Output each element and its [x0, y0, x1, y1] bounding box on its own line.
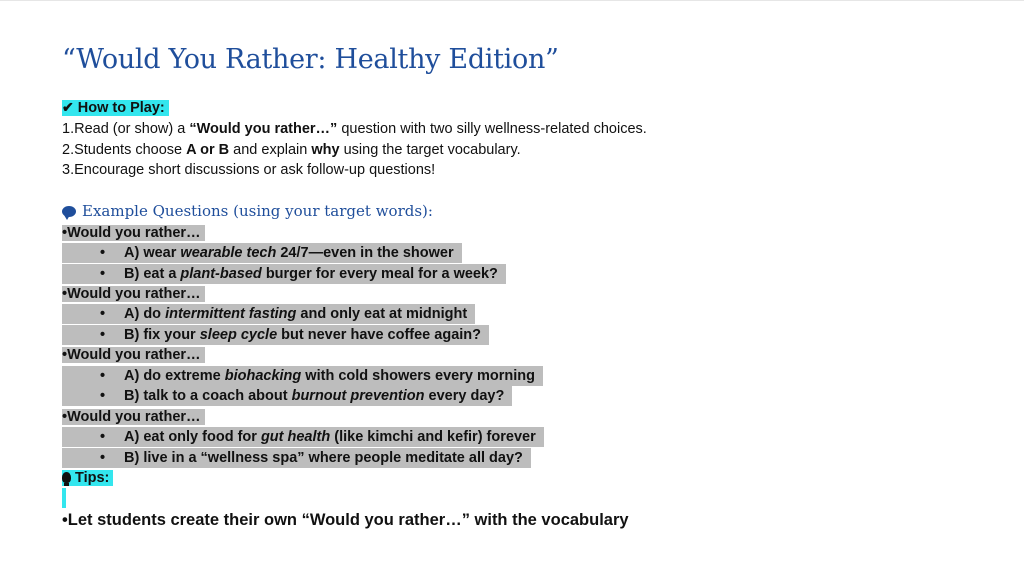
question-1-option-a — [62, 243, 462, 263]
question-3-option-a — [62, 366, 543, 386]
option-pre: B) talk to a coach about — [124, 388, 292, 404]
option-pre: A) do extreme — [124, 368, 225, 384]
option-vocab: plant-based — [180, 266, 262, 282]
how-to-play-label: How to Play: — [77, 100, 165, 116]
option-post: with cold showers every morning — [301, 368, 535, 384]
examples-heading — [62, 202, 433, 220]
step-3: 3.Encourage short discussions or ask follow-up questions! — [62, 162, 436, 178]
lightbulb-icon — [62, 472, 71, 483]
question-2-option-a — [62, 304, 475, 324]
question-2-option-b — [62, 325, 489, 345]
option-vocab: intermittent fasting — [165, 306, 297, 322]
option-post: and only eat at midnight — [296, 306, 468, 322]
tips-label: Tips: — [75, 470, 110, 486]
step-2 — [62, 140, 521, 160]
question-2-label — [62, 284, 205, 304]
option-vocab: sleep cycle — [199, 327, 278, 343]
bullet: • — [100, 368, 106, 384]
bullet: • — [100, 450, 106, 466]
question-1-option-b — [62, 264, 506, 284]
step-2-bold-ab: A or B — [186, 142, 230, 158]
step-1-prefix: 1.Read (or show) a — [62, 121, 190, 137]
step-2-bold-why: why — [311, 142, 340, 158]
question-4-option-b — [62, 448, 531, 468]
how-to-play-heading — [62, 97, 169, 118]
option-post: burger for every meal for a week? — [261, 266, 498, 282]
step-2-suffix: using the target vocabulary. — [339, 142, 521, 158]
bullet: • — [100, 388, 106, 404]
tips-heading — [62, 468, 113, 488]
option-post: but never have coffee again? — [277, 327, 482, 343]
option-vocab: biohacking — [224, 368, 302, 384]
question-1-text: •Would you rather… — [62, 225, 205, 241]
question-3-text: •Would you rather… — [62, 347, 205, 363]
speech-bubble-icon — [62, 206, 76, 217]
top-divider — [0, 0, 1024, 1]
question-4-label — [62, 407, 205, 427]
step-1 — [62, 119, 647, 139]
option-post: (like kimchi and kefir) forever — [330, 429, 536, 445]
option-pre: B) live in a “wellness spa” where people meditate all day? — [124, 450, 523, 466]
step-2-mid: and explain — [229, 142, 312, 158]
bullet: • — [100, 306, 106, 322]
question-3-label — [62, 345, 205, 365]
bullet: • — [100, 245, 106, 261]
check-icon: ✔ — [62, 99, 74, 115]
question-4-option-a — [62, 427, 544, 447]
option-pre: B) eat a — [124, 266, 181, 282]
question-2-text: •Would you rather… — [62, 286, 205, 302]
question-1-label — [62, 223, 205, 243]
examples-heading-label: Example Questions (using your target words): — [82, 202, 433, 220]
question-4-text: •Would you rather… — [62, 409, 205, 425]
bullet: • — [100, 266, 106, 282]
page-title: “Would You Rather: Healthy Edition” — [62, 44, 559, 75]
bullet: • — [100, 327, 106, 343]
option-vocab: gut health — [260, 429, 331, 445]
tips-text: •Let students create their own “Would you rather…” with the vocabulary — [62, 511, 629, 529]
option-pre: A) wear — [124, 245, 181, 261]
option-pre: A) do — [124, 306, 166, 322]
question-3-option-b — [62, 386, 512, 406]
option-pre: A) eat only food for — [124, 429, 261, 445]
bullet: • — [100, 429, 106, 445]
option-post: 24/7—even in the shower — [276, 245, 454, 261]
option-pre: B) fix your — [124, 327, 200, 343]
option-vocab: wearable tech — [180, 245, 277, 261]
option-post: every day? — [424, 388, 505, 404]
option-vocab: burnout prevention — [291, 388, 425, 404]
step-1-suffix: question with two silly wellness-related choices. — [337, 121, 647, 137]
tips-highlight-bar — [62, 488, 66, 508]
step-1-bold: “Would you rather…” — [189, 121, 338, 137]
step-2-prefix: 2.Students choose — [62, 142, 187, 158]
